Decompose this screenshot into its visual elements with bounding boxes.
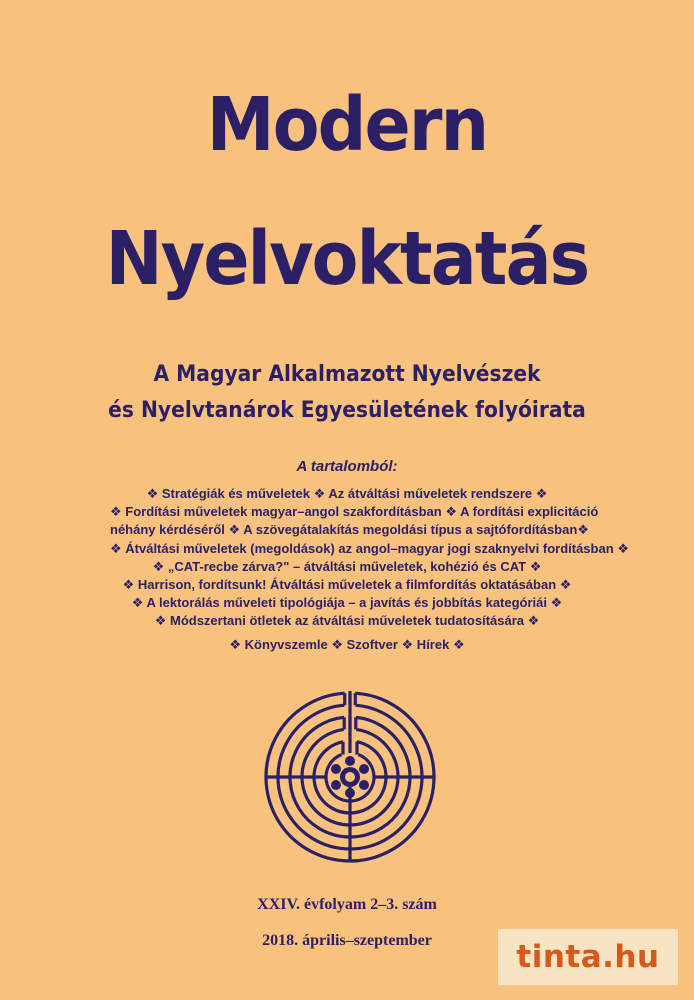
cover-title-line-1: Modern — [206, 82, 488, 168]
sections-line: ❖ Könyvszemle ❖ Szoftver ❖ Hírek ❖ — [229, 637, 465, 652]
contents-list — [110, 485, 629, 631]
cover-subtitle-line-1: A Magyar Alkalmazott Nyelvészek — [153, 362, 541, 387]
watermark-text: tinta.hu — [516, 939, 660, 975]
cover-subtitle-line-2: és Nyelvtanárok Egyesületének folyóirata — [108, 398, 586, 423]
watermark-badge — [498, 929, 678, 985]
contents-line: ❖ Átváltási műveletek (megoldások) az angol–magyar jogi szaknyelvi fordításban ❖ — [110, 540, 629, 556]
publication-date: 2018. április–szeptember — [262, 932, 432, 949]
contents-heading: A tartalomból: — [296, 458, 398, 475]
cover-title-line-2: Nyelvoktatás — [105, 216, 589, 302]
contents-line: néhány kérdéséről ❖ A szövegátalakítás megoldási típus a sajtófordításban❖ — [110, 522, 589, 538]
volume-number: XXIV. évfolyam 2–3. szám — [257, 896, 437, 913]
contents-line: ❖ Módszertani ötletek az átváltási műveletek tudatosítására ❖ — [154, 613, 540, 629]
contents-line: ❖ Stratégiák és műveletek ❖ Az átváltási műveletek rendszere ❖ — [146, 486, 548, 501]
contents-line: ❖ A lektorálás műveleti tipológiája – a javítás és jobbítás kategóriái ❖ — [131, 595, 563, 611]
contents-line: ❖ „CAT-recbe zárva?" – átváltási műveletek, kohézió és CAT ❖ — [152, 558, 542, 574]
contents-line: ❖ Fordítási műveletek magyar–angol szakfordításban ❖ A fordítási explicitáció — [110, 504, 599, 520]
contents-line: ❖ Harrison, fordítsunk! Átváltási műveletek a filmfordítás oktatásában ❖ — [122, 577, 572, 593]
labyrinth-icon — [260, 687, 440, 867]
